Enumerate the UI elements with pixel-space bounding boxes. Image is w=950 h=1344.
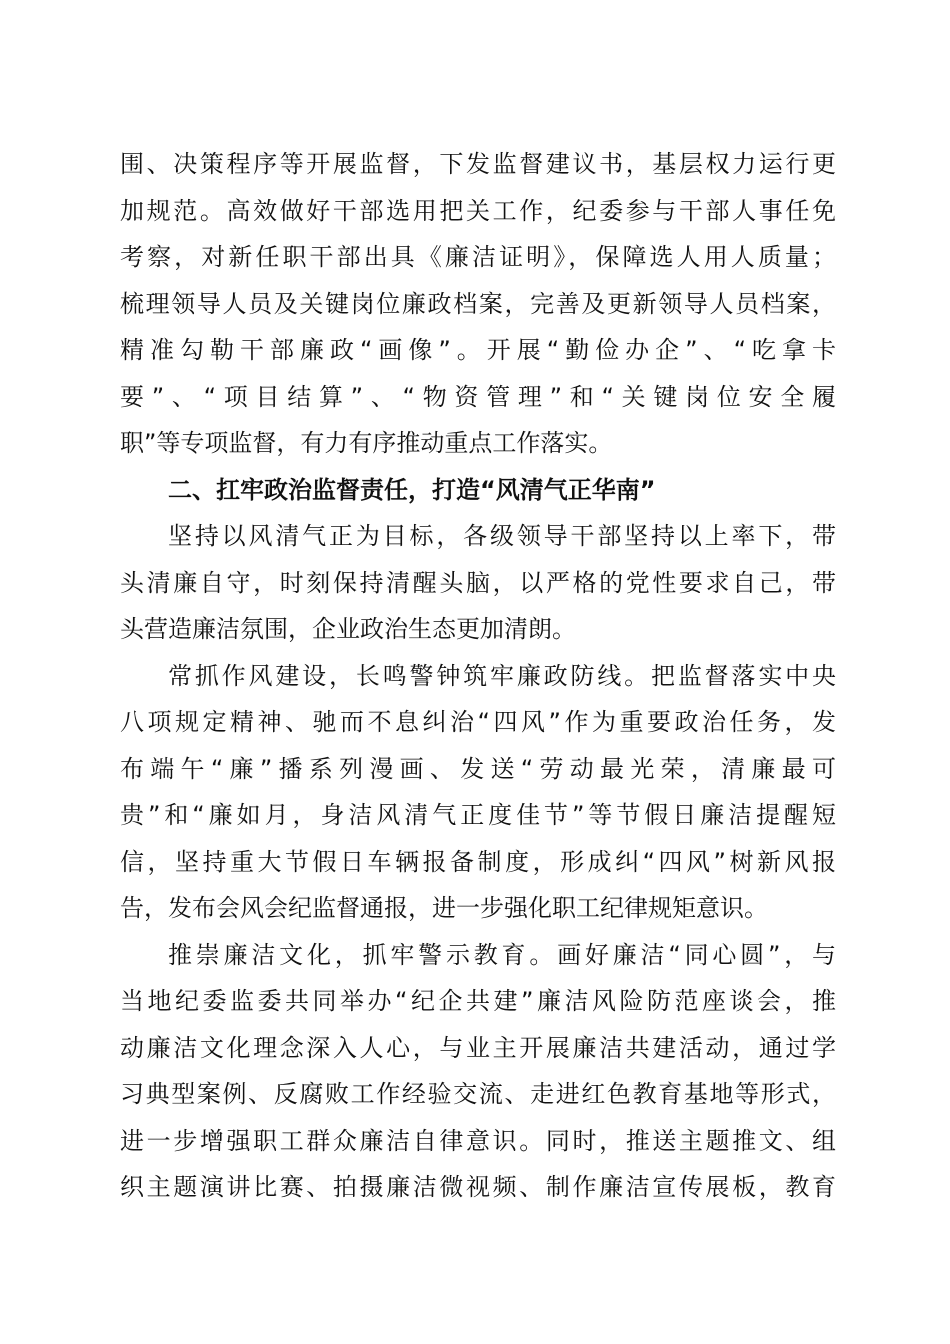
text-line: 头清廉自守，时刻保持清醒头脑，以严格的党性要求自己，带 [120, 568, 836, 597]
text-line: 织主题演讲比赛、拍摄廉洁微视频、制作廉洁宣传展板，教育 [120, 1173, 836, 1201]
section-heading: 二、扛牢政治监督责任，打造“风清气正华南” [168, 475, 656, 504]
paragraph [120, 932, 836, 1211]
paragraph-continued [120, 141, 836, 467]
text-line: 进一步增强职工群众廉洁自律意识。同时，推送主题推文、组 [120, 1126, 836, 1155]
text-line: 布端午“廉”播系列漫画、发送“劳动最光荣，清廉最可 [120, 754, 836, 783]
paragraph [120, 513, 836, 653]
text-line: 围、决策程序等开展监督，下发监督建议书，基层权力运行更 [120, 150, 836, 178]
paragraph [120, 653, 836, 932]
text-line: 当地纪委监委共同举办“纪企共建”廉洁风险防范座谈会，推 [120, 987, 836, 1015]
document-body [120, 141, 836, 1211]
text-line: 信，坚持重大节假日车辆报备制度，形成纠“四风”树新风报 [120, 847, 836, 876]
text-line: 常抓作风建设，长鸣警钟筑牢廉政防线。把监督落实中央 [168, 661, 836, 690]
text-line: 梳理领导人员及关键岗位廉政档案，完善及更新领导人员档案， [120, 289, 836, 318]
text-line: 习典型案例、反腐败工作经验交流、走进红色教育基地等形式， [120, 1080, 836, 1108]
text-line: 推崇廉洁文化，抓牢警示教育。画好廉洁“同心圆”，与 [168, 940, 836, 969]
text-line: 八项规定精神、驰而不息纠治“四风”作为重要政治任务，发 [120, 708, 836, 736]
text-line: 加规范。高效做好干部选用把关工作，纪委参与干部人事任免 [120, 196, 836, 225]
text-line: 贵”和“廉如月，身洁风清气正度佳节”等节假日廉洁提醒短 [120, 801, 836, 829]
text-line: 职”等专项监督，有力有序推动重点工作落实。 [120, 429, 613, 457]
text-line: 坚持以风清气正为目标，各级领导干部坚持以上率下，带 [168, 522, 836, 550]
text-line: 动廉洁文化理念深入人心，与业主开展廉洁共建活动，通过学 [120, 1033, 836, 1062]
text-line: 告，发布会风会纪监督通报，进一步强化职工纪律规矩意识。 [120, 894, 768, 922]
text-line: 头营造廉洁氛围，企业政治生态更加清朗。 [120, 615, 576, 643]
text-line: 精准勾勒干部廉政“画像”。开展“勤俭办企”、“吃拿卡 [120, 336, 836, 364]
text-line: 考察，对新任职干部出具《廉洁证明》，保障选人用人质量； [120, 243, 836, 271]
text-line: 要”、“项目结算”、“物资管理”和“关键岗位安全履 [120, 382, 836, 411]
